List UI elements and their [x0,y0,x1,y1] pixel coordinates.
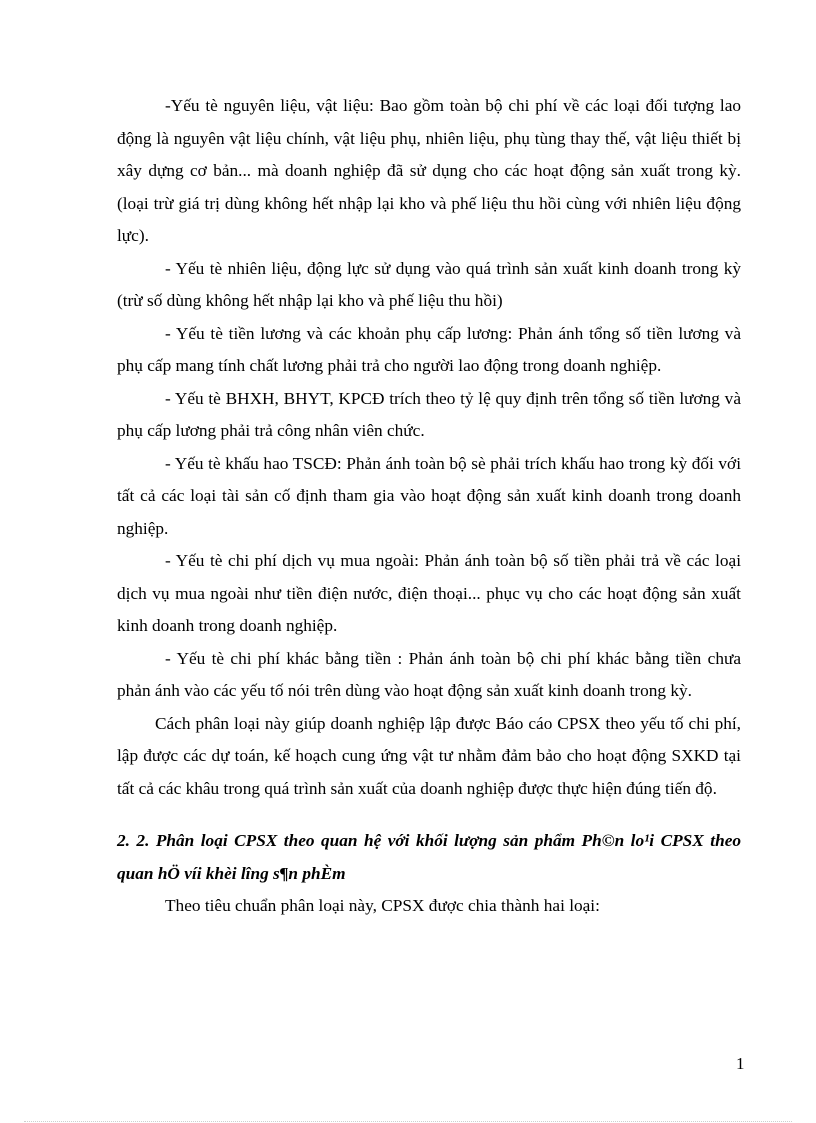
paragraph-outsourced-services: - Yếu tè chi phí dịch vụ mua ngoài: Phản ánh toàn bộ số tiền phải trả về các loại dịch vụ mua ngoài như tiền điện nước, điện thoại... phục vụ cho các hoạt động sản xuất kinh doanh trong doanh nghiệp. [117,551,741,635]
paragraph-other-costs: - Yếu tè chi phí khác bằng tiền : Phản ánh toàn bộ chi phí khác bằng tiền chưa phản ánh vào các yếu tố nói trên dùng vào hoạt động sản xuất kinh doanh trong kỳ. [117,648,741,700]
paragraph-insurance: - Yếu tè BHXH, BHYT, KPCĐ trích theo tỷ lệ quy định trên tổng số tiền lương và phụ cấp lương phải trả công nhân viên chức. [117,388,741,440]
paragraph-after-heading: Theo tiêu chuẩn phân loại này, CPSX được chia thành hai loại: [165,896,600,915]
paragraph-classification-summary: Cách phân loại này giúp doanh nghiệp lập được Báo cáo CPSX theo yếu tố chi phí, lập được các dự toán, kế hoạch cung ứng vật tư nhằm đảm bảo cho hoạt động SXKD tại tất cả các khâu trong quá trình sản xuất của doanh nghiệp được thực hiện đúng tiến độ. [117,713,741,798]
footer-divider [24,1121,792,1122]
paragraph-raw-materials: -Yếu tè nguyên liệu, vật liệu: Bao gồm toàn bộ chi phí về các loại đối tượng lao động là nguyên vật liệu chính, vật liệu phụ, nhiên liệu, phụ tùng thay thế, vật liệu thiết bị xây dựng cơ bản... mà doanh nghiệp đã sử dụng cho các hoạt động sản xuất trong kỳ. (loại trừ giá trị dùng không hết nhập lại kho và phế liệu thu hồi cùng với nhiên liệu động lực). [117,96,741,245]
page-number: 1 [736,1054,745,1073]
paragraph-depreciation: - Yếu tè khấu hao TSCĐ: Phản ánh toàn bộ sè phải trích khấu hao trong kỳ đối với tất cả các loại tài sản cố định tham gia vào hoạt động sản xuất kinh doanh trong doanh nghiệp. [117,453,741,538]
section-heading: 2. 2. Phân loại CPSX theo quan hệ với khối lượng sản phẩm Ph©n lo¹i CPSX theo quan hÖ víi khèi lîng s¶n phÈm [117,831,741,883]
section-gap [117,805,741,825]
document-page [117,90,741,923]
paragraph-fuel: - Yếu tè nhiên liệu, động lực sử dụng vào quá trình sản xuất kinh doanh trong kỳ (trừ số dùng không hết nhập lại kho và phế liệu thu hồi) [117,258,741,310]
paragraph-wages: - Yếu tè tiền lương và các khoản phụ cấp lương: Phản ánh tổng số tiền lương và phụ cấp mang tính chất lương phải trả cho người lao động trong doanh nghiệp. [117,323,741,375]
